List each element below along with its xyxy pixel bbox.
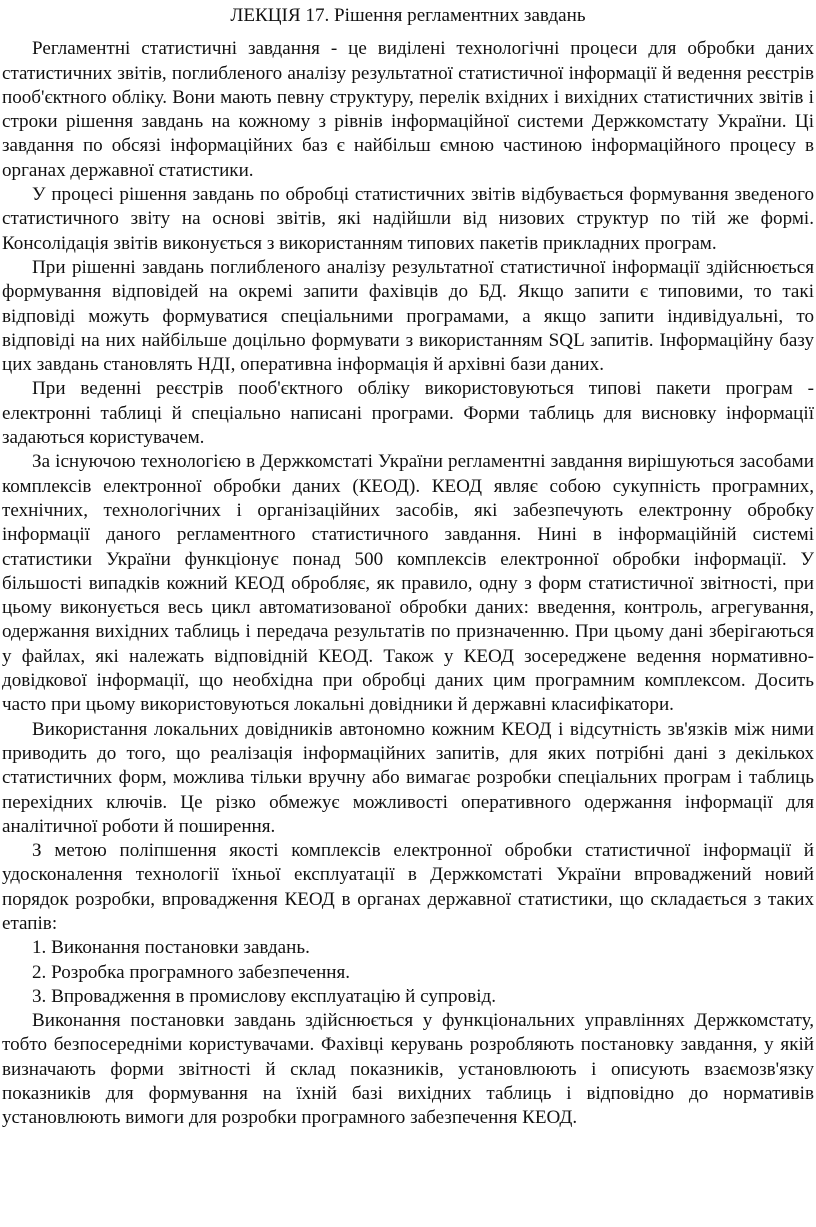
paragraph-regulatory-tasks: Регламентні статистичні завдання - це виділені технологічні процеси для обробки даних статистичних звітів, поглибленого аналізу результатної статистичної інформації й ведення реєстрів пооб'єктного обліку. Вони мають певну структуру, перелік вхідних і вихідних статистичних звітів і строки рішення завдань на кожному з рівнів інформаційної системи Держкомстату України. Ці завдання по обсязі інформаційних баз є найбільш ємною частиною інформаційного процесу в органах державної статистики. xyxy=(2,38,814,181)
list-item: 3. Впровадження в промислову експлуатацію й супровід. xyxy=(32,985,497,1007)
paragraph-task-statement: Виконання постановки завдань здійснюється у функціональних управліннях Держкомстату, тобто безпосередніми користувачами. Фахівці керувань розробляють постановку завдання, у якій визначають форми звітності й склад показників, установлюють і описують взаємозв'язку показників для формування на їхній базі вихідних таблиць і відповідно до нормативів установлюють вимоги для розробки програмного забезпечення КЕОД. xyxy=(2,1010,814,1129)
paragraph-improvement-stages: З метою поліпшення якості комплексів електронної обробки статистичної інформації й удосконалення технології їхньої експлуатації в Держкомстаті України впроваджений новий порядок розробки, впровадження КЕОД в органах державної статистики, що складається з таких етапів: xyxy=(2,840,814,934)
paragraph-keod-technology: За існуючою технологією в Держкомстаті України регламентні завдання вирішуються засобами комплексів електронної обробки даних (КЕОД). КЕОД являє собою сукупність програмних, технічних, технологічних і організаційних засобів, які забезпечують електронну обробку інформації даного регламентного статистичного завдання. Нині в інформаційній системі статистики України функціонує понад 500 комплексів електронної обробки інформації. У більшості випадків кожний КЕОД обробляє, як правило, одну з форм статистичної звітності, при цьому виконується весь цикл автоматизованої обробки даних: введення, контроль, агрегування, одержання вихідних таблиць і передача результатів по призначенню. При цьому дані зберігаються у файлах, які належать відповідній КЕОД. Також у КЕОД зосереджене ведення нормативно-довідкової інформації, що необхідна при обробці даних цим програмним комплексом. Досить часто при цьому використовуються локальні довідники й державні класифікатори. xyxy=(2,451,814,716)
paragraph-deep-analysis: При рішенні завдань поглибленого аналізу результатної статистичної інформації здійснюється формування відповідей на окремі запити фахівців до БД. Якщо запити є типовими, то такі відповіді можуть формуватися спеціальними програмами, а якщо запити індивідуальні, то відповіді на них найбільше доцільно формувати з використанням SQL запитів. Інформаційну базу цих завдань становлять НДІ, оперативна інформація й архівні бази даних. xyxy=(2,256,814,376)
stages-list xyxy=(2,936,814,1009)
list-item: 1. Виконання постановки завдань. xyxy=(32,937,310,959)
paragraph-report-processing: У процесі рішення завдань по обробці статистичних звітів відбувається формування зведеного статистичного звіту на основі звітів, які надійшли від низових структур по тій же формі. Консолідація звітів виконується з використанням типових пакетів прикладних програм. xyxy=(2,184,814,254)
paragraph-local-directories: Використання локальних довідників автономно кожним КЕОД і відсутність зв'язків між ними приводить до того, що реалізація інформаційних запитів, для яких потрібні дані з декількох статистичних форм, можлива тільки вручну або вимагає розробки спеціальних програм і таблиць перехідних ключів. Це різко обмежує можливості оперативного одержання інформації для аналітичної роботи й поширення. xyxy=(2,718,814,837)
list-item: 2. Розробка програмного забезпечення. xyxy=(32,961,351,983)
paragraph-registers: При веденні реєстрів пооб'єктного обліку використовуються типові пакети програм - електронні таблиці й спеціально написані програми. Форми таблиць для висновку інформації задаються користувачем. xyxy=(2,378,814,449)
lecture-title: ЛЕКЦІЯ 17. Рішення регламентних завдань xyxy=(230,5,586,26)
